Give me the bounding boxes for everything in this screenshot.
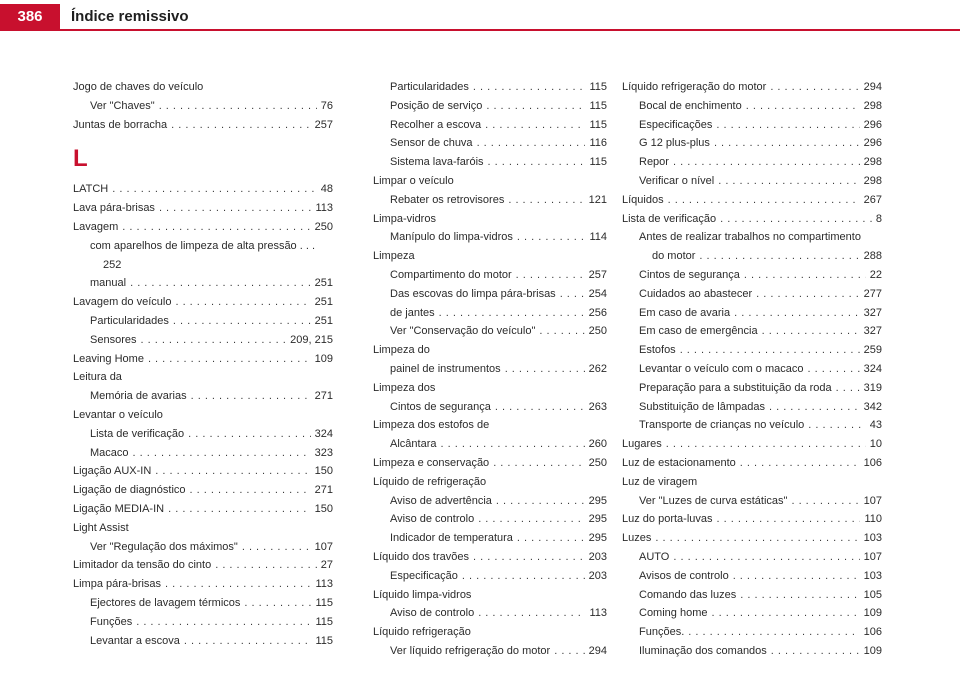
- index-heading: Líquido de refrigeração: [373, 475, 487, 488]
- index-heading: Limpeza dos: [373, 381, 436, 394]
- index-subentry: Sensores . . . 209, 215: [73, 331, 333, 350]
- index-subentry: Comando das luzes . . . 105: [622, 586, 882, 605]
- index-subentry: Aviso de controlo . . . 113: [373, 604, 607, 623]
- index-heading: Limpar o veículo: [373, 174, 454, 187]
- index-column-2: [373, 78, 607, 661]
- index-subentry: painel de instrumentos . . . 262: [373, 360, 607, 379]
- page-title: Índice remissivo: [71, 8, 189, 25]
- index-entry: Luz do porta-luvas . . . 110: [622, 510, 882, 529]
- index-heading: Limpeza do: [373, 344, 430, 357]
- index-subentry: de jantes . . . 256: [373, 304, 607, 323]
- index-subentry: Em caso de avaria . . . 327: [622, 304, 882, 323]
- index-subentry: Avisos de controlo . . . 103: [622, 567, 882, 586]
- index-entry: Lavagem do veículo . . . 251: [73, 293, 333, 312]
- index-entry: Líquido refrigeração do motor . . . 294: [622, 78, 882, 97]
- index-entry: Juntas de borracha . . . 257: [73, 116, 333, 135]
- index-subentry: Levantar a escova . . . 115: [73, 632, 333, 651]
- index-entry: Lugares . . . 10: [622, 435, 882, 454]
- index-entry: Limitador da tensão do cinto . . . 27: [73, 556, 333, 575]
- index-heading: Jogo de chaves do veículo: [73, 81, 204, 93]
- index-subentry: Ver líquido refrigeração do motor . . . 294: [373, 642, 607, 661]
- index-column-3: [622, 78, 882, 661]
- index-heading: Limpa-vidros: [373, 212, 436, 225]
- index-subentry: Funções. . . . 106: [622, 623, 882, 642]
- index-subentry: Compartimento do motor . . . 257: [373, 266, 607, 285]
- index-subentry: Sistema lava-faróis . . . 115: [373, 153, 607, 172]
- index-subentry: Indicador de temperatura . . . 295: [373, 529, 607, 548]
- index-entry: Luz de estacionamento . . . 106: [622, 454, 882, 473]
- index-entry: Lava pára-brisas . . . 113: [73, 199, 333, 218]
- index-heading: Luz de viragem: [622, 475, 698, 488]
- index-heading: Light Assist: [73, 521, 129, 534]
- index-subentry: Especificação . . . 203: [373, 567, 607, 586]
- index-subentry: Posição de serviço . . . 115: [373, 97, 607, 116]
- index-heading: Limpeza dos estofos de: [373, 419, 490, 432]
- index-subentry: Manípulo do limpa-vidros . . . 114: [373, 228, 607, 247]
- index-subentry: Funções . . . 115: [73, 613, 333, 632]
- index-subentry: Especificações . . . 296: [622, 116, 882, 135]
- index-entry: Luzes . . . 103: [622, 529, 882, 548]
- index-subentry: Bocal de enchimento . . . 298: [622, 97, 882, 116]
- index-entry: Ligação AUX-IN . . . 150: [73, 462, 333, 481]
- index-subentry: Ejectores de lavagem térmicos . . . 115: [73, 594, 333, 613]
- index-subentry: Cuidados ao abastecer . . . 277: [622, 285, 882, 304]
- index-entry: Lavagem . . . 250: [73, 218, 333, 237]
- index-subentry: Particularidades . . . 251: [73, 312, 333, 331]
- index-heading: Limpeza: [373, 250, 415, 263]
- index-subentry: G 12 plus-plus . . . 296: [622, 134, 882, 153]
- index-entry: Limpeza e conservação . . . 250: [373, 454, 607, 473]
- index-entry: Ligação de diagnóstico . . . 271: [73, 481, 333, 500]
- index-subentry: Estofos . . . 259: [622, 341, 882, 360]
- index-column-1: [73, 78, 333, 650]
- index-heading: Leitura da: [73, 371, 122, 384]
- index-subentry: Memória de avarias . . . 271: [73, 387, 333, 406]
- index-subentry: Ver "Regulação dos máximos" . . . 107: [73, 538, 333, 557]
- header-divider: [0, 29, 960, 31]
- index-subentry: Iluminação dos comandos . . . 109: [622, 642, 882, 661]
- index-subentry: Em caso de emergência . . . 327: [622, 322, 882, 341]
- index-subentry: Das escovas do limpa pára-brisas . . . 254: [373, 285, 607, 304]
- index-subentry: Levantar o veículo com o macaco . . . 324: [622, 360, 882, 379]
- index-subentry: AUTO . . . 107: [622, 548, 882, 567]
- index-subentry: Recolher a escova . . . 115: [373, 116, 607, 135]
- index-subentry: Ver "Conservação do veículo" . . . 250: [373, 322, 607, 341]
- index-heading: Levantar o veículo: [73, 408, 163, 421]
- index-entry: Leaving Home . . . 109: [73, 350, 333, 369]
- page-header: [0, 0, 960, 30]
- index-subentry: Repor . . . 298: [622, 153, 882, 172]
- index-subentry: do motor . . . 288: [622, 247, 882, 266]
- index-heading: Líquido limpa-vidros: [373, 588, 472, 601]
- index-subentry: Lista de verificação . . . 324: [73, 425, 333, 444]
- index-subentry: Substituição de lâmpadas . . . 342: [622, 398, 882, 417]
- index-subentry: Macaco . . . 323: [73, 444, 333, 463]
- index-subentry: Preparação para a substituição da roda . . . 319: [622, 379, 882, 398]
- index-entry: Ligação MEDIA-IN . . . 150: [73, 500, 333, 519]
- index-entry: Líquido dos travões . . . 203: [373, 548, 607, 567]
- index-subentry-wrapped: com aparelhos de limpeza de alta pressão . . . 252: [90, 239, 316, 271]
- index-subentry-wrapped: Antes de realizar trabalhos no compartimento: [639, 231, 861, 244]
- index-subentry: manual . . . 251: [73, 274, 333, 293]
- index-subentry: Cintos de segurança . . . 22: [622, 266, 882, 285]
- index-subentry: Coming home . . . 109: [622, 604, 882, 623]
- index-subentry: Transporte de crianças no veículo . . . 43: [622, 416, 882, 435]
- index-entry: Limpa pára-brisas . . . 113: [73, 575, 333, 594]
- index-entry: Líquidos . . . 267: [622, 191, 882, 210]
- index-subentry: Aviso de controlo . . . 295: [373, 510, 607, 529]
- index-entry: Lista de verificação . . . 8: [622, 210, 882, 229]
- index-subentry: Ver "Chaves" . . . 76: [73, 97, 333, 116]
- index-subentry: Verificar o nível . . . 298: [622, 172, 882, 191]
- index-subentry: Cintos de segurança . . . 263: [373, 398, 607, 417]
- index-subentry: Aviso de advertência . . . 295: [373, 492, 607, 511]
- index-heading: Líquido refrigeração: [373, 626, 471, 639]
- index-subentry: Particularidades . . . 115: [373, 78, 607, 97]
- index-subentry: Ver "Luzes de curva estáticas" . . . 107: [622, 492, 882, 511]
- index-subentry: Rebater os retrovisores . . . 121: [373, 191, 607, 210]
- index-entry: LATCH . . . 48: [73, 180, 333, 199]
- index-subentry: Sensor de chuva . . . 116: [373, 134, 607, 153]
- page-number-badge: 386: [0, 4, 60, 30]
- index-subentry: Alcântara . . . 260: [373, 435, 607, 454]
- section-letter: L: [73, 145, 88, 173]
